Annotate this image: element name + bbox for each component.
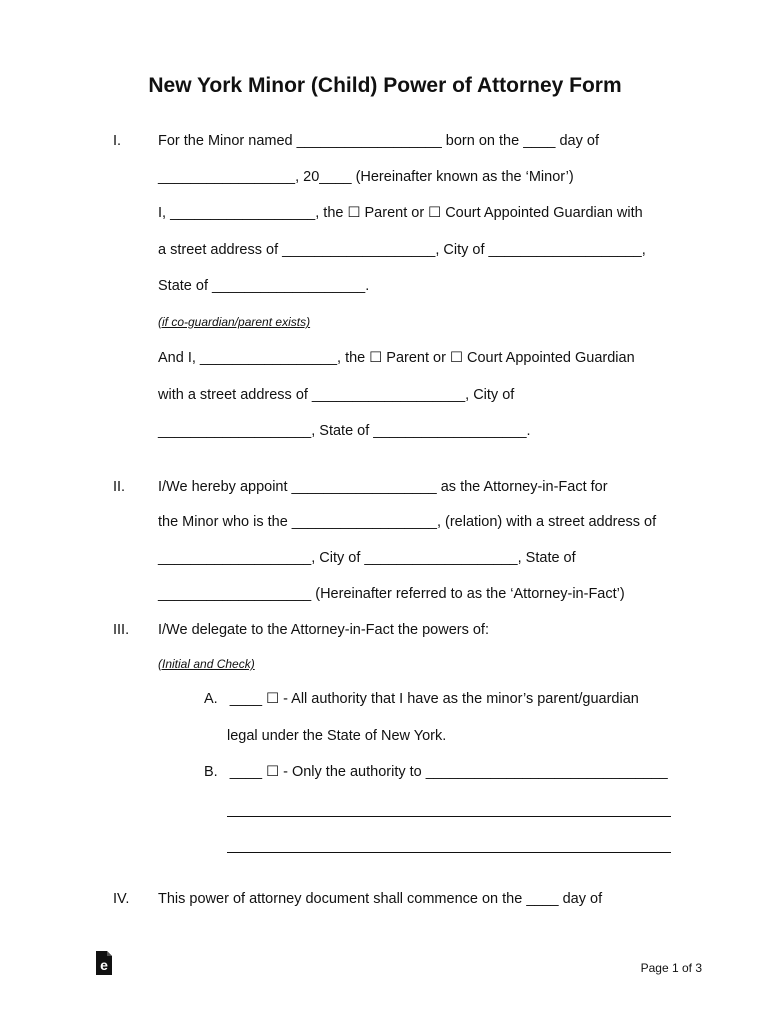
delegate-line: I/We delegate to the Attorney-in-Fact the powers of:: [158, 622, 489, 638]
option-a-line: A. ____ ☐ - All authority that I have as the minor’s parent/guardian: [204, 691, 639, 707]
initial-check-note: (Initial and Check): [158, 657, 255, 671]
appoint-line: I/We hereby appoint __________________ as the Attorney-in-Fact for: [158, 479, 608, 495]
guardian-one-address-line: a street address of ___________________, City of ___________________,: [158, 242, 646, 258]
option-a-continuation: legal under the State of New York.: [227, 728, 447, 744]
co-guardian-note: (if co-guardian/parent exists): [158, 315, 311, 329]
eforms-logo-icon: [95, 950, 113, 976]
logo-letter: e: [100, 957, 108, 973]
section-number: I.: [113, 133, 122, 149]
blank-line: [227, 816, 671, 817]
guardian-two-line: And I, _________________, the ☐ Parent or ☐ Court Appointed Guardian: [158, 350, 635, 366]
attorney-state-line: ___________________ (Hereinafter referred to as the ‘Attorney-in-Fact’): [158, 586, 625, 602]
option-b-line: B. ____ ☐ - Only the authority to ______________________________: [204, 764, 668, 780]
guardian-one-state-line: State of ___________________.: [158, 278, 370, 294]
guardian-one-line: I, __________________, the ☐ Parent or ☐ Court Appointed Guardian with: [158, 205, 643, 221]
guardian-two-state-line: ___________________, State of ___________________.: [158, 423, 531, 439]
commence-line: This power of attorney document shall commence on the ____ day of: [158, 891, 603, 907]
blank-line: [227, 852, 671, 853]
page-number: Page 1 of 3: [640, 961, 702, 975]
guardian-two-address-line: with a street address of ___________________, City of: [158, 387, 515, 403]
page-title: New York Minor (Child) Power of Attorney Form: [148, 74, 622, 97]
relation-line: the Minor who is the __________________, (relation) with a street address of: [158, 514, 657, 530]
section-number: III.: [113, 622, 130, 638]
attorney-address-line: ___________________, City of ___________________, State of: [158, 550, 576, 566]
minor-birth-year-line: _________________, 20____ (Hereinafter known as the ‘Minor’): [158, 169, 574, 185]
minor-named-line: For the Minor named __________________ born on the ____ day of: [158, 133, 599, 149]
section-number: II.: [113, 479, 126, 495]
section-number: IV.: [113, 891, 130, 907]
